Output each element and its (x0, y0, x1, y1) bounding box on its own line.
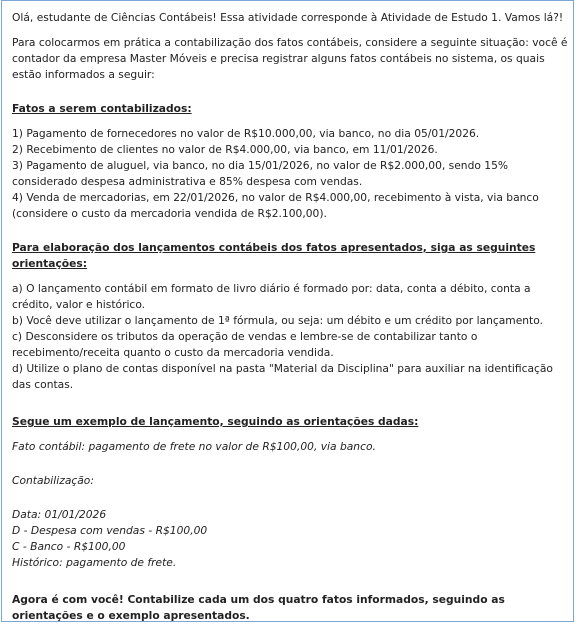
example-accounting-label: Contabilização: (12, 474, 94, 487)
example-history: Histórico: pagamento de frete. (12, 556, 177, 569)
fact-item-2: 2) Recebimento de clientes no valor de R$4.000,00, via banco, em 11/01/2026. (12, 143, 438, 156)
example-heading: Segue um exemplo de lançamento, seguindo as orientações dadas: (12, 415, 419, 428)
fact-item-1: 1) Pagamento de fornecedores no valor de R$10.000,00, via banco, no dia 05/01/2026. (12, 127, 480, 140)
guideline-item-c: c) Desconsidere os tributos da operação de vendas e lembre-se de contabilizar tanto o recebimento/receita quanto o custo da mercadoria vendida. (12, 330, 478, 359)
activity-panel (1, 0, 574, 622)
activity-content (12, 10, 570, 624)
guidelines-heading: Para elaboração dos lançamentos contábeis dos fatos apresentados, siga as seguintes orientações: (12, 241, 536, 270)
guideline-item-d: d) Utilize o plano de contas disponível na pasta "Material da Disciplina" para auxiliar na identificação das contas. (12, 362, 553, 391)
example-fact: Fato contábil: pagamento de frete no valor de R$100,00, via banco. (12, 440, 376, 453)
fact-item-3: 3) Pagamento de aluguel, via banco, no dia 15/01/2026, no valor de R$2.000,00, sendo 15% considerado despesa administrativa e 85% despesa com vendas. (12, 159, 509, 188)
fact-item-4: 4) Venda de mercadorias, em 22/01/2026, no valor de R$4.000,00, recebimento à vista, via banco (considere o custo da mercadoria vendida de R$2.100,00). (12, 191, 539, 220)
example-debit: D - Despesa com vendas - R$100,00 (12, 524, 208, 537)
example-date: Data: 01/01/2026 (12, 508, 107, 521)
guideline-item-a: a) O lançamento contábil em formato de livro diário é formado por: data, conta a débito, conta a crédito, valor e histórico. (12, 282, 531, 311)
guideline-item-b: b) Você deve utilizar o lançamento de 1ª fórmula, ou seja: um débito e um crédito por lançamento. (12, 314, 543, 327)
facts-heading: Fatos a serem contabilizados: (12, 102, 192, 115)
example-credit: C - Banco - R$100,00 (12, 540, 126, 553)
closing-text: Agora é com você! Contabilize cada um dos quatro fatos informados, seguindo as orientações e o exemplo apresentados. (12, 593, 505, 622)
intro-text: Olá, estudante de Ciências Contábeis! Essa atividade corresponde à Atividade de Estudo 1. Vamos lá?! (12, 11, 564, 24)
context-text: Para colocarmos em prática a contabilização dos fatos contábeis, considere a seguinte situação: você é contador da empresa Master Móveis e precisa registrar alguns fatos contábeis no sistema, os quais estão informados a seguir: (12, 36, 568, 81)
